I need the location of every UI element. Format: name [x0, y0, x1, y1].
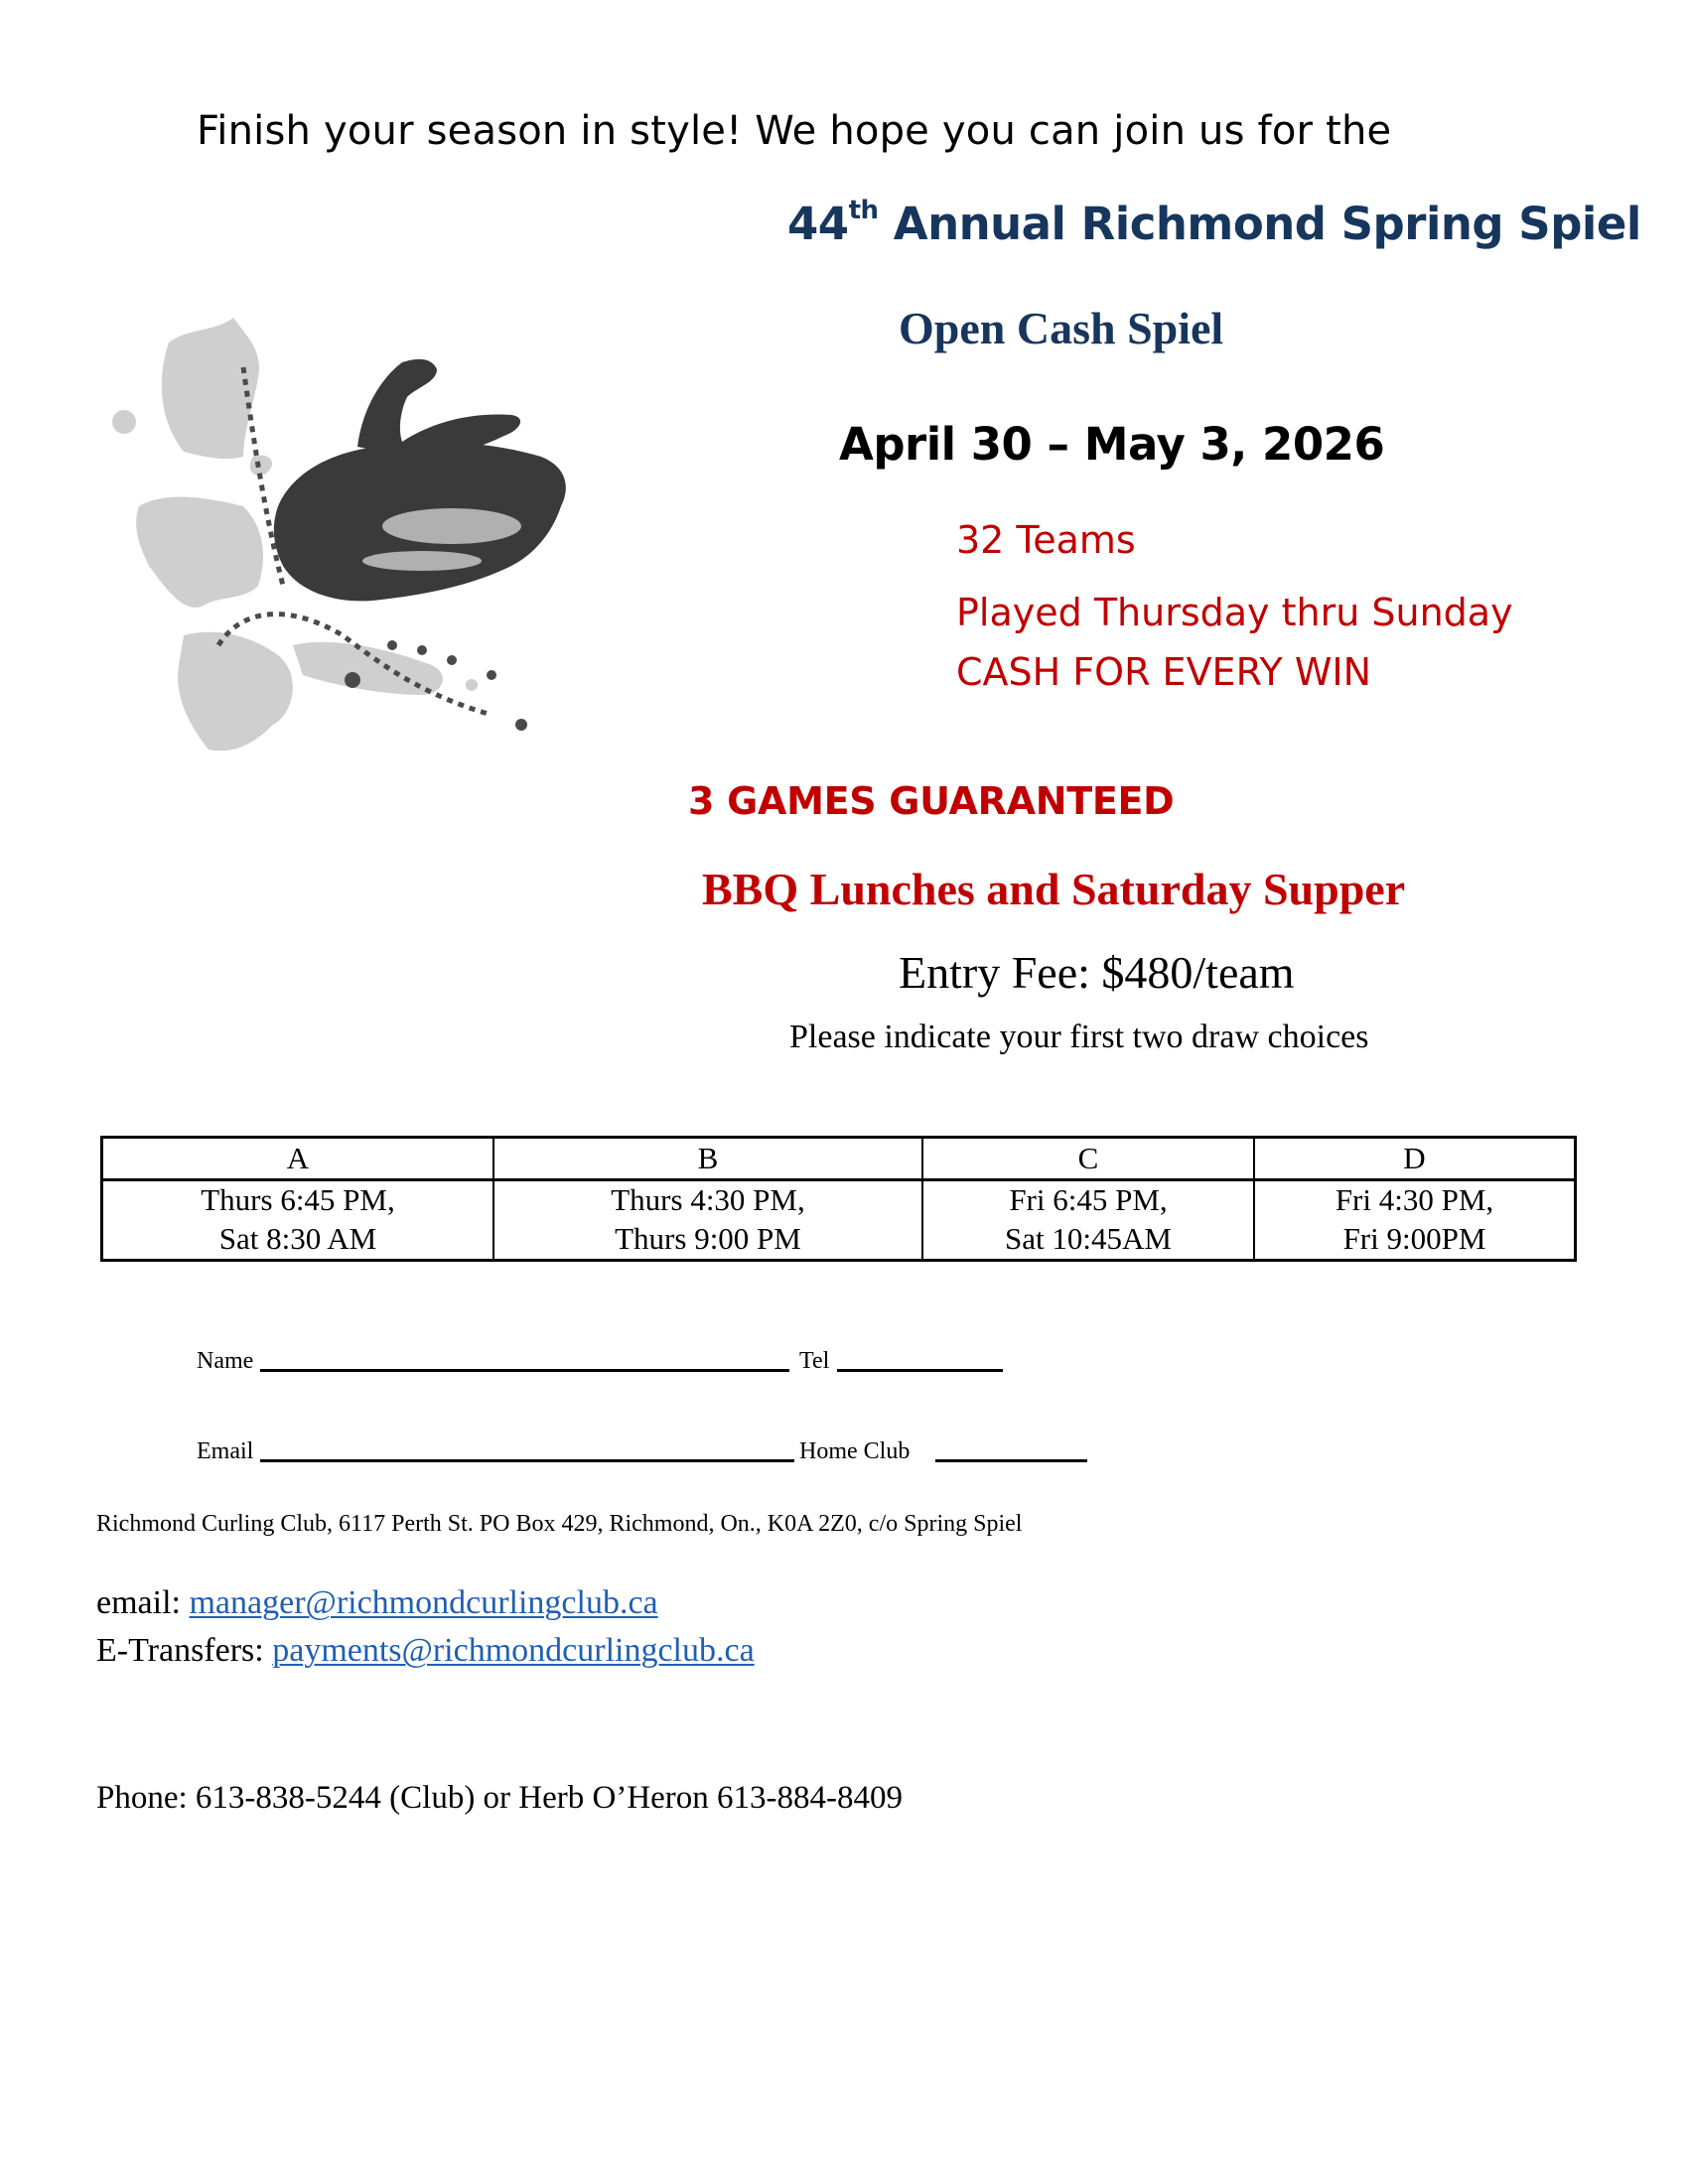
teams-count: 32 Teams [956, 518, 1136, 562]
etransfer-label: E-Transfers: [96, 1632, 273, 1669]
name-field[interactable] [260, 1369, 789, 1372]
email-field[interactable] [260, 1459, 794, 1462]
contact-email-line [96, 1586, 658, 1620]
event-subtitle: Open Cash Spiel [899, 303, 1224, 353]
column-header-c: C [922, 1138, 1254, 1180]
draw-time-2: Sat 10:45AM [1005, 1220, 1172, 1256]
entry-fee: Entry Fee: $480/team [899, 947, 1295, 998]
table-row [102, 1180, 1576, 1261]
curling-stone-icon [94, 258, 611, 834]
intro-text: Finish your season in style! We hope you can join us for the [197, 108, 1392, 154]
phone-contacts: Phone: 613-838-5244 (Club) or Herb O’Heron 613-884-8409 [96, 1780, 904, 1816]
draw-time-1: Thurs 6:45 PM, [201, 1182, 395, 1217]
manager-email-link[interactable]: manager@richmondcurlingclub.ca [189, 1584, 658, 1621]
cash-every-win: CASH FOR EVERY WIN [956, 650, 1372, 694]
draw-time-1: Thurs 4:30 PM, [611, 1182, 805, 1217]
table-header-row [102, 1138, 1576, 1180]
club-address: Richmond Curling Club, 6117 Perth St. PO Box 429, Richmond, On., K0A 2Z0, c/o Spring Spiel [96, 1511, 1023, 1537]
draw-cell-b[interactable] [493, 1180, 922, 1261]
draw-choices-table [100, 1136, 1577, 1262]
contact-email-label: email: [96, 1584, 190, 1621]
name-label: Name [197, 1348, 254, 1374]
draw-time-2: Fri 9:00PM [1342, 1220, 1486, 1256]
draw-time-1: Fri 4:30 PM, [1335, 1182, 1494, 1217]
tel-label: Tel [799, 1348, 830, 1374]
title-ordinal-suffix: th [848, 196, 879, 225]
played-days: Played Thursday thru Sunday [956, 591, 1513, 634]
title-number: 44 [787, 198, 849, 250]
draw-time-2: Thurs 9:00 PM [615, 1220, 801, 1256]
payments-email-link[interactable]: payments@richmondcurlingclub.ca [272, 1632, 755, 1669]
event-dates: April 30 – May 3, 2026 [839, 418, 1385, 471]
email-label: Email [197, 1438, 254, 1464]
draw-time-1: Fri 6:45 PM, [1009, 1182, 1168, 1217]
title-text: Annual Richmond Spring Spiel [878, 198, 1641, 250]
tel-field[interactable] [837, 1369, 1003, 1372]
draw-cell-c[interactable] [922, 1180, 1254, 1261]
home-club-label: Home Club [799, 1438, 911, 1464]
column-header-b: B [493, 1138, 922, 1180]
column-header-d: D [1254, 1138, 1576, 1180]
home-club-field[interactable] [935, 1459, 1087, 1462]
event-title [787, 196, 1641, 250]
draw-instruction: Please indicate your first two draw choices [789, 1019, 1369, 1055]
draw-time-2: Sat 8:30 AM [218, 1220, 377, 1256]
etransfer-line [96, 1634, 755, 1668]
draw-cell-a[interactable] [102, 1180, 494, 1261]
column-header-a: A [102, 1138, 494, 1180]
draw-cell-d[interactable] [1254, 1180, 1576, 1261]
meals-info: BBQ Lunches and Saturday Supper [702, 864, 1406, 914]
games-guaranteed: 3 GAMES GUARANTEED [688, 779, 1175, 823]
